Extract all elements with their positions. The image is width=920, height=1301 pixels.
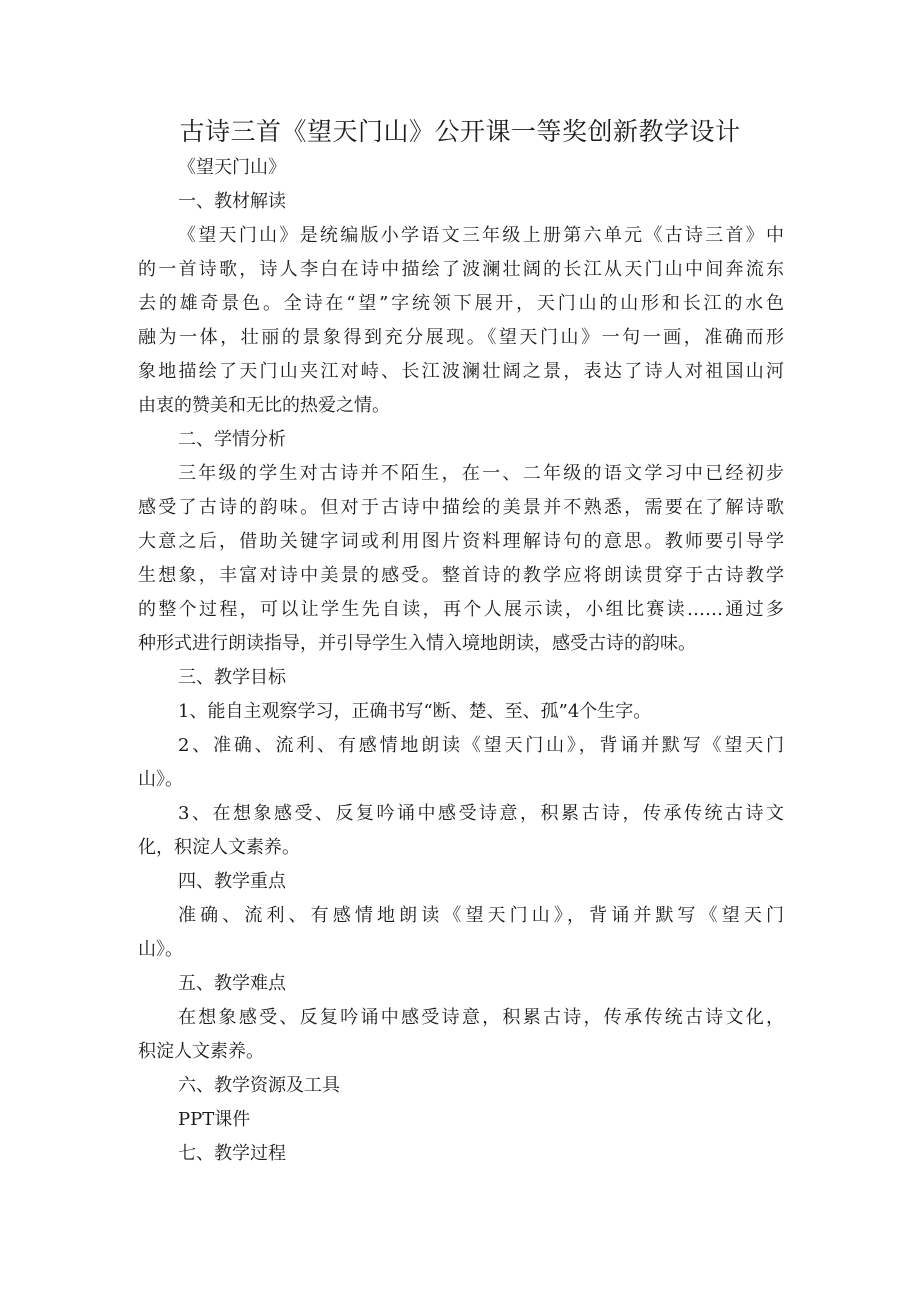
section-heading-3: 三、教学目标 bbox=[178, 667, 286, 688]
section-heading-1: 一、教材解读 bbox=[178, 191, 286, 212]
paragraph-line: 象地描绘了天门山夹江对峙、长江波澜壮阔之景，表达了诗人对祖国山河 bbox=[138, 361, 784, 382]
paragraph-line: 的整个过程，可以让学生先自读，再个人展示读，小组比赛读……通过多 bbox=[138, 599, 784, 620]
goal-item-2: 2、准确、流利、有感情地朗读《望天门山》，背诵并默写《望天门 bbox=[178, 735, 784, 756]
paragraph-line: 在想象感受、反复吟诵中感受诗意，积累古诗，传承传统古诗文化， bbox=[178, 1007, 784, 1028]
section-heading-7: 七、教学过程 bbox=[178, 1143, 286, 1164]
document-body bbox=[138, 151, 784, 1171]
paragraph-line: 《望天门山》是统编版小学语文三年级上册第六单元《古诗三首》中 bbox=[178, 225, 784, 246]
document-title: 古诗三首《望天门山》公开课一等奖创新教学设计 bbox=[179, 117, 741, 146]
paragraph-line: 准确、流利、有感情地朗读《望天门山》，背诵并默写《望天门 bbox=[178, 905, 784, 926]
section-heading-6: 六、教学资源及工具 bbox=[178, 1075, 340, 1096]
paragraph-line: 感受了古诗的韵味。但对于古诗中描绘的美景并不熟悉，需要在了解诗歌 bbox=[138, 497, 784, 518]
section-heading-4: 四、教学重点 bbox=[178, 871, 286, 892]
paragraph-line: 的一首诗歌，诗人李白在诗中描绘了波澜壮阔的长江从天门山中间奔流东 bbox=[138, 259, 784, 280]
section-heading-2: 二、学情分析 bbox=[178, 429, 286, 450]
resource-item: PPT课件 bbox=[178, 1109, 251, 1130]
subtitle-poem: 《望天门山》 bbox=[178, 157, 286, 178]
paragraph-line: 积淀人文素养。 bbox=[138, 1041, 264, 1062]
paragraph-line: 三年级的学生对古诗并不陌生，在一、二年级的语文学习中已经初步 bbox=[178, 463, 784, 484]
goal-item-3-cont: 化，积淀人文素养。 bbox=[138, 837, 300, 858]
paragraph-line: 大意之后，借助关键字词或利用图片资料理解诗句的意思。教师要引导学 bbox=[138, 531, 784, 552]
goal-item-3: 3、在想象感受、反复吟诵中感受诗意，积累古诗，传承传统古诗文 bbox=[178, 803, 784, 824]
goal-item-2-cont: 山》。 bbox=[138, 769, 183, 790]
goal-item-1: 1、能自主观察学习，正确书写“断、楚、至、孤”4个生字。 bbox=[178, 701, 652, 722]
paragraph-line: 融为一体，壮丽的景象得到充分展现。《望天门山》一句一画，准确而形 bbox=[138, 327, 784, 348]
paragraph-line: 生想象，丰富对诗中美景的感受。整首诗的教学应将朗读贯穿于古诗教学 bbox=[138, 565, 784, 586]
paragraph-line: 由衷的赞美和无比的热爱之情。 bbox=[138, 395, 390, 416]
paragraph-line: 种形式进行朗读指导，并引导学生入情入境地朗读，感受古诗的韵味。 bbox=[138, 633, 696, 654]
paragraph-line: 去的雄奇景色。全诗在“望”字统领下展开，天门山的山形和长江的水色 bbox=[138, 293, 784, 314]
paragraph-line: 山》。 bbox=[138, 939, 183, 960]
section-heading-5: 五、教学难点 bbox=[178, 973, 286, 994]
